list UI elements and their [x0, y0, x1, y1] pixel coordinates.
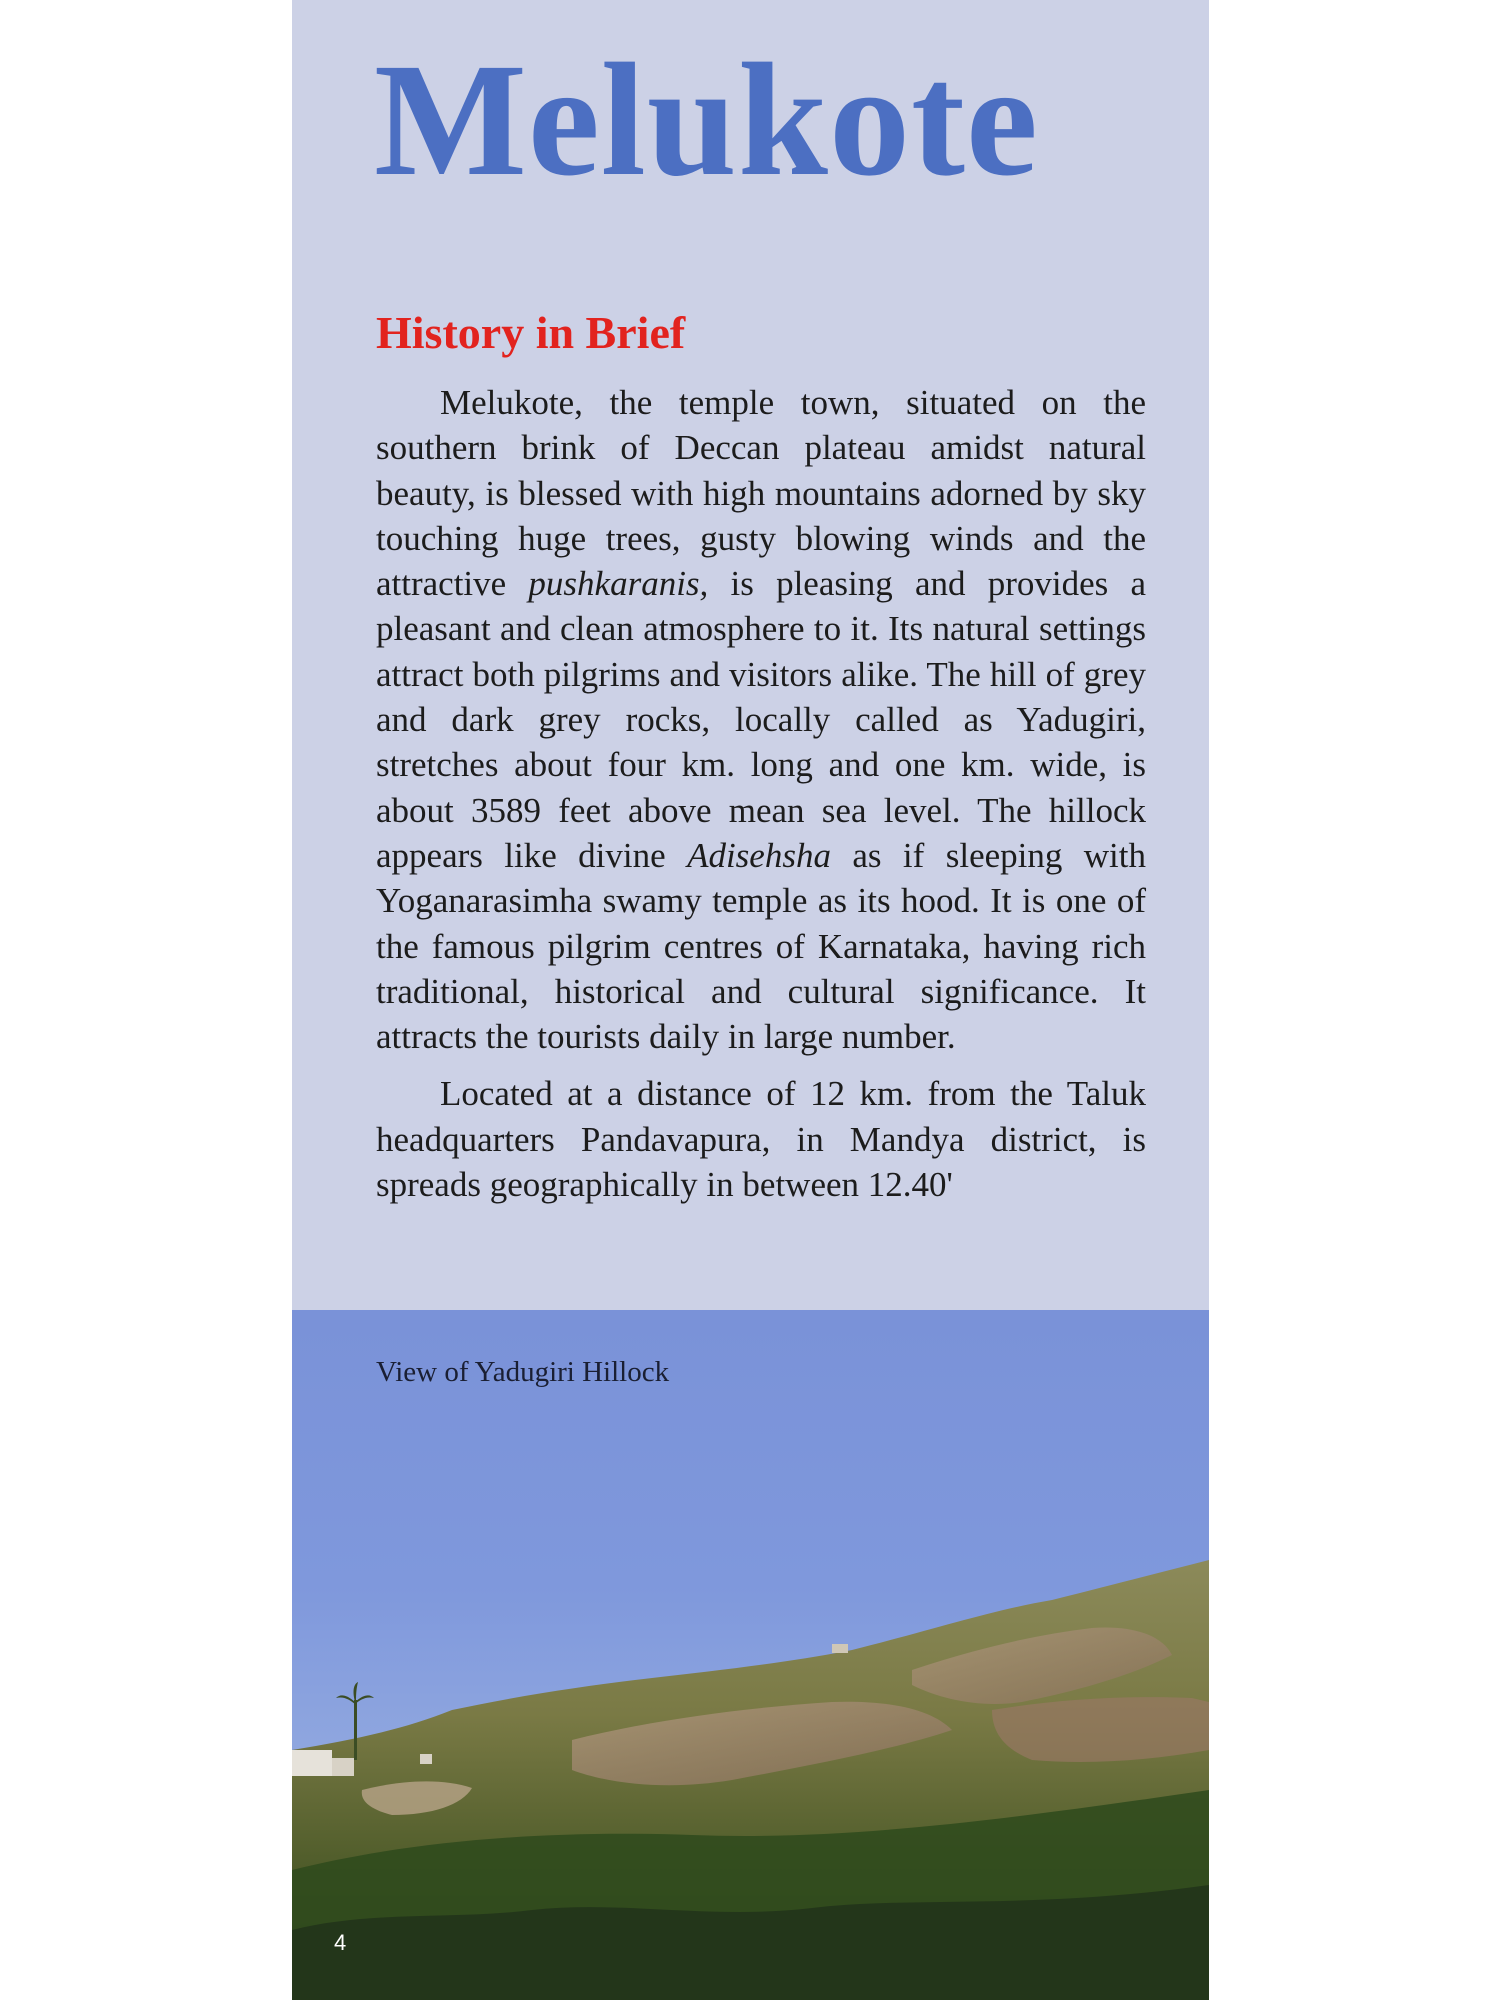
hillock-photo: [292, 1310, 1209, 2000]
section-heading: History in Brief: [376, 307, 686, 358]
photo-caption: View of Yadugiri Hillock: [376, 1356, 670, 1388]
text-panel: [292, 0, 1209, 1310]
paragraph-1-text-b: is pleasing and provides a pleasant and clean atmosphere to it. Its natural settings attract both pilgrims and visitors alike. The hill of grey and dark grey rocks, locally called as Yadugiri, stretches about four km. long and one km. wide, is about 3589 feet above mean sea level. The hillock appears like divine: [376, 564, 1146, 875]
history-body: [376, 380, 1146, 1219]
hilltop-structure: [832, 1644, 848, 1653]
page-number: 4: [334, 1930, 347, 1955]
rock-face-3: [992, 1697, 1209, 1762]
paragraph-1-italic-adisehsha: Adisehsha: [687, 835, 831, 875]
brochure-page: [292, 0, 1209, 2000]
paragraph-1-text-a: Melukote, the temple town, situated on the southern brink of Deccan plateau amidst natural beauty, is blessed with high mountains adorned by sky touching huge trees, gusty blowing winds and the attractive: [376, 383, 1146, 604]
history-paragraph-2: Located at a distance of 12 km. from the Taluk headquarters Pandavapura, in Mandya district, is spreads geographically in between 12.40': [376, 1074, 1146, 1205]
paragraph-1-text-c: as if sleeping with Yoganarasimha swamy temple as its hood. It is one of the famous pilgrim centres of Karnataka, having rich traditional, historical and cultural significance. It attracts the tourists daily in large number.: [376, 835, 1146, 1057]
history-paragraph-1: [376, 380, 1146, 1059]
page-title: Melukote: [374, 31, 1039, 210]
paragraph-1-italic-pushkaranis: pushkaranis,: [528, 564, 709, 604]
hillock-illustration: [292, 1310, 1209, 2000]
